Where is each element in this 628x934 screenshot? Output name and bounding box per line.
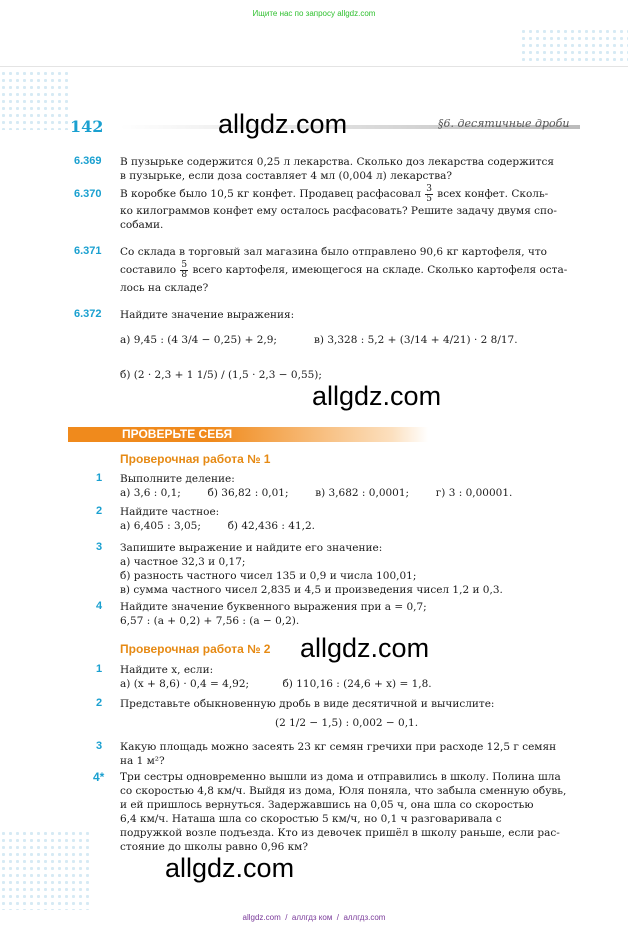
- item-number: 2: [96, 697, 103, 709]
- item-number: 1: [96, 663, 103, 675]
- text-line: и ей пришлось вернуться. Задержавшись на 0,05 ч, она шла со скоростью: [120, 799, 534, 811]
- text-line: 6,4 км/ч. Наташа шла со скоростью 5 км/ч, но 0,1 ч разговаривала с: [120, 813, 502, 825]
- problem-number: 6.370: [74, 188, 102, 200]
- fraction-numerator: 3: [426, 183, 432, 194]
- text-line: со скоростью 4,8 км/ч. Выйдя из дома, Юля поняла, что забыла сменную обувь,: [120, 785, 567, 797]
- test-title: Проверочная работа № 1: [120, 452, 271, 466]
- text-line: лось на складе?: [120, 282, 209, 294]
- text-line: на 1 м²?: [120, 755, 165, 767]
- text-span: В коробке было 10,5 кг конфет. Продавец расфасовал: [120, 188, 421, 200]
- text-line: Найдите частное:: [120, 506, 220, 518]
- item-text: [120, 472, 588, 500]
- text-span: всех конфет. Сколь-: [437, 188, 549, 200]
- fraction: [180, 261, 188, 280]
- banner-title: ПРОВЕРЬТЕ СЕБЯ: [122, 427, 233, 441]
- item-text: [120, 541, 588, 597]
- top-dot-pattern: [520, 28, 628, 64]
- problem-number: 6.371: [74, 245, 102, 257]
- item-text: [120, 740, 588, 768]
- text-line: Найдите значение буквенного выражения при a = 0,7;: [120, 601, 427, 613]
- text-line: собами.: [120, 219, 164, 231]
- text-line: В пузырьке содержится 0,25 л лекарства. Сколько доз лекарства содержится: [120, 156, 555, 168]
- watermark: allgdz.com: [218, 109, 348, 139]
- fraction-denominator: 5: [426, 193, 432, 204]
- problem-number: 6.369: [74, 155, 102, 167]
- problem-text: [120, 245, 588, 295]
- text-line: в пузырьке, если доза составляет 4 мл (0,004 л) лекарства?: [120, 170, 453, 182]
- text-line: Представьте обыкновенную дробь в виде десятичной и вычислите:: [120, 698, 495, 710]
- item-number: 4: [96, 600, 103, 612]
- item-number: 2: [96, 505, 103, 517]
- watermark: allgdz.com: [165, 853, 295, 883]
- running-head: §6. десятичные дроби: [438, 117, 570, 130]
- text-line: а) 6,405 : 3,05; б) 42,436 : 41,2.: [120, 520, 316, 532]
- text-line: б) разность частного чисел 135 и 0,9 и числа 100,01;: [120, 570, 417, 582]
- text-line: 6,57 : (a + 0,2) + 7,56 : (a − 0,2).: [120, 615, 300, 627]
- top-hint: Ищите нас по запросу allgdz.com: [252, 9, 376, 18]
- item-text: [120, 770, 588, 854]
- footer-links[interactable]: allgdz.com / аллгдз ком / аллгдз.com: [242, 913, 386, 922]
- text-line: Найдите значение выражения:: [120, 309, 295, 321]
- item-text: [120, 663, 588, 691]
- fraction: [425, 185, 433, 204]
- text-line: подружкой возле подъезда. Кто из девочек пришёл в школу раньше, если рас-: [120, 827, 560, 839]
- text-line: Какую площадь можно засеять 23 кг семян гречихи при расходе 12,5 г семян: [120, 741, 557, 753]
- page-dot-pattern-top: [0, 70, 70, 130]
- fraction-denominator: 8: [181, 269, 188, 280]
- expression-b: б) (2 · 2,3 + 1 1/5) / (1,5 · 2,3 − 0,55);: [120, 369, 322, 381]
- text-line: Запишите выражение и найдите его значение:: [120, 542, 383, 554]
- expression-v: в) 3,328 : 5,2 + (3/14 + 4/21) · 2 8/17.: [314, 334, 518, 346]
- item-text: [120, 600, 588, 628]
- item-text: [120, 505, 588, 533]
- text-line: [120, 184, 588, 204]
- text-line: Со склада в торговый зал магазина было отправлено 90,6 кг картофеля, что: [120, 246, 547, 258]
- problem-text: [120, 155, 588, 183]
- test-title: Проверочная работа № 2: [120, 642, 271, 656]
- text-line: стояние до школы равно 0,96 км?: [120, 841, 308, 853]
- page-number: 142: [70, 117, 104, 136]
- text-span: составило: [120, 264, 177, 276]
- problem-number: 6.372: [74, 308, 102, 320]
- fraction-numerator: 5: [181, 259, 188, 270]
- item-number: 1: [96, 472, 103, 484]
- text-line: ко килограммов конфет ему осталось расфасовать? Решите задачу двумя спо-: [120, 205, 557, 217]
- top-bar: [0, 0, 628, 67]
- watermark: allgdz.com: [312, 381, 442, 411]
- text-line: в) сумма частного чисел 2,835 и 4,5 и произведения чисел 1,2 и 0,3.: [120, 584, 503, 596]
- text-line: Выполните деление:: [120, 473, 235, 485]
- page-dot-pattern-bottom: [0, 830, 90, 910]
- item-number: 3: [96, 740, 103, 752]
- text-line: Три сестры одновременно вышли из дома и отправились в школу. Полина шла: [120, 771, 561, 783]
- problem-text: [120, 308, 588, 322]
- text-line: (2 1/2 − 1,5) : 0,002 − 0,1.: [275, 717, 419, 729]
- expression-a: а) 9,45 : (4 3/4 − 0,25) + 2,9;: [120, 334, 277, 346]
- problem-text: [120, 184, 588, 232]
- text-line: [120, 259, 588, 281]
- text-line: а) (x + 8,6) · 0,4 = 4,92; б) 110,16 : (24,6 + x) = 1,8.: [120, 678, 432, 690]
- text-line: а) частное 32,3 и 0,17;: [120, 556, 246, 568]
- text-line: Найдите x, если:: [120, 664, 214, 676]
- watermark: allgdz.com: [300, 633, 430, 663]
- check-yourself-banner: [68, 427, 428, 442]
- text-span: всего картофеля, имеющегося на складе. Сколько картофеля оста-: [192, 264, 568, 276]
- text-line: а) 3,6 : 0,1; б) 36,82 : 0,01; в) 3,682 : 0,0001; г) 3 : 0,00001.: [120, 487, 513, 499]
- item-number: 3: [96, 541, 103, 553]
- item-number: 4*: [93, 770, 105, 784]
- item-text: [120, 697, 588, 730]
